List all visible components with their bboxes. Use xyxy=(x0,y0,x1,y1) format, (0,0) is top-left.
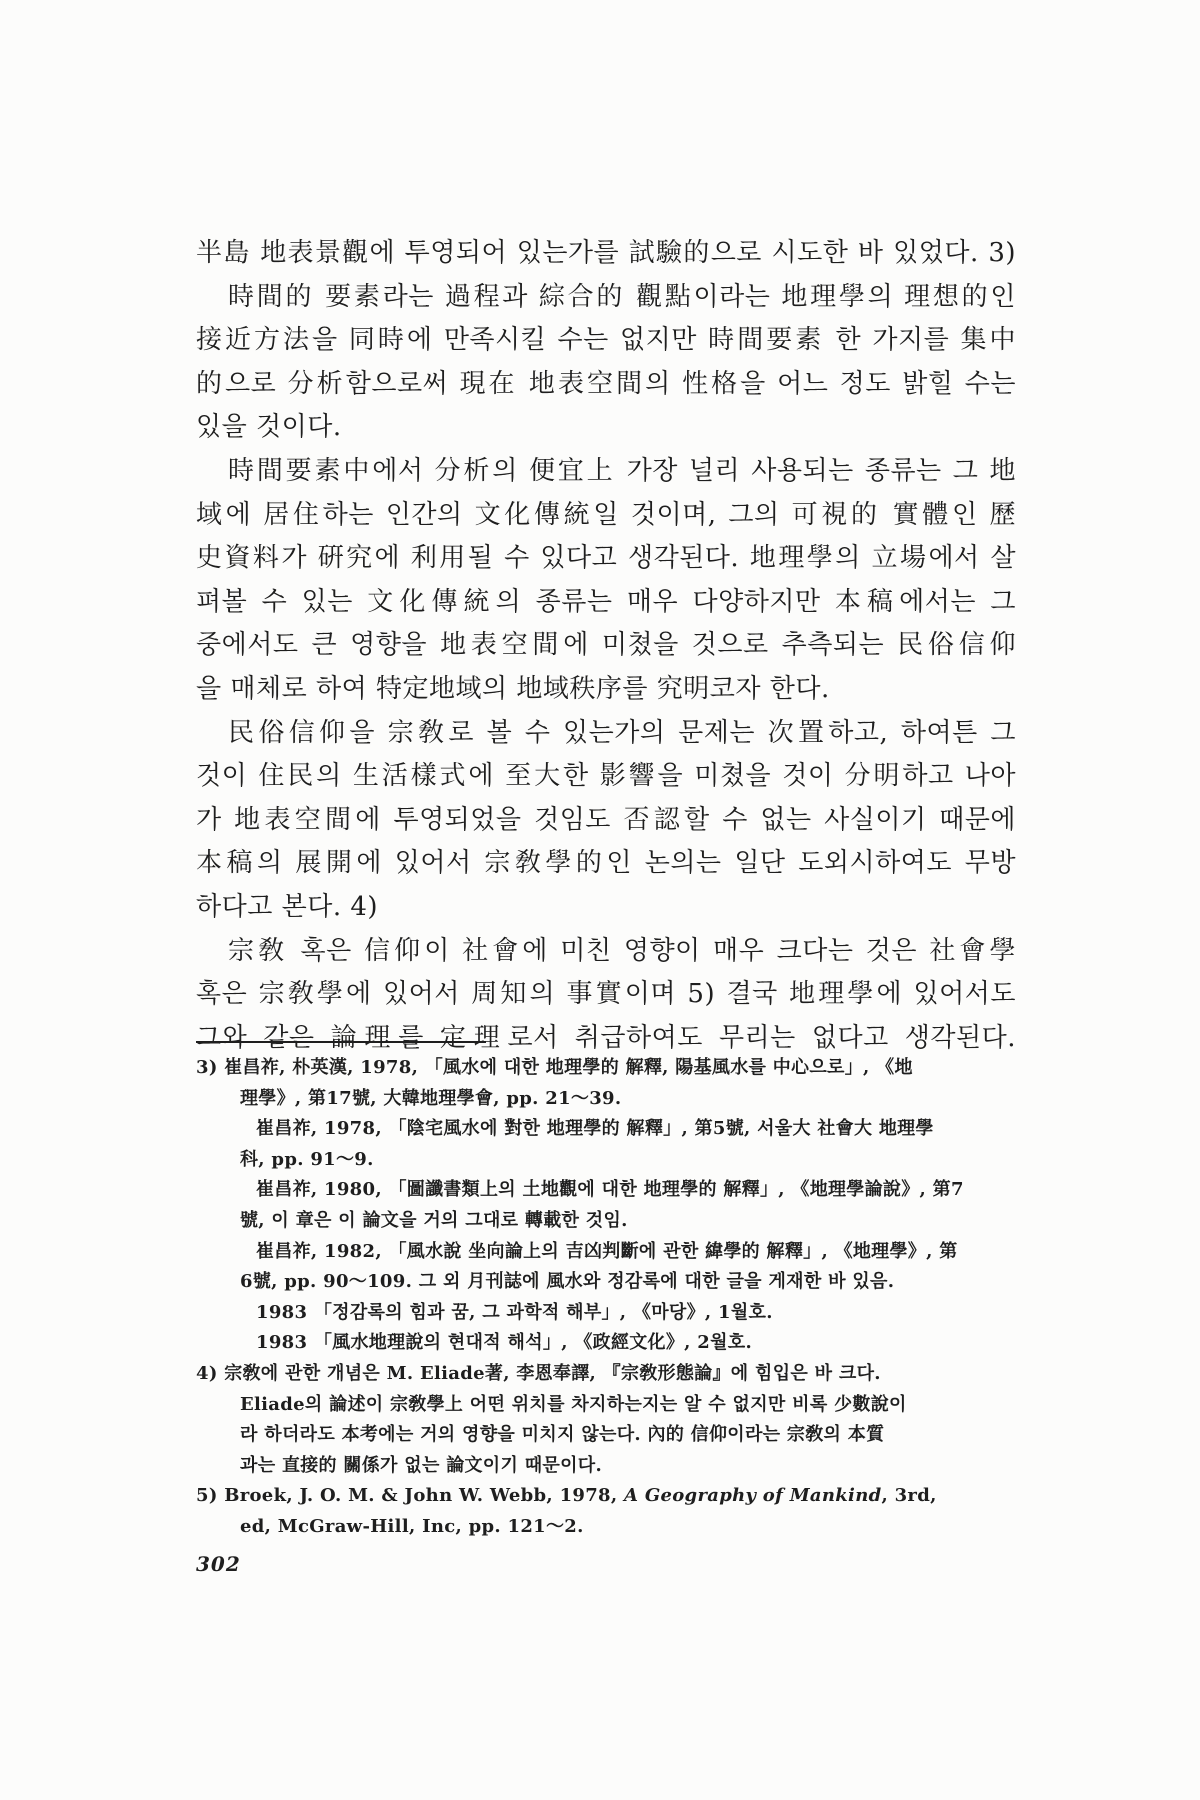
footnote-text: 5) Broek, J. O. M. & John W. Webb, 1978, xyxy=(196,1485,624,1507)
footnote-line xyxy=(196,1481,1016,1512)
body-line: 時間的 要素라는 過程과 綜合的 觀點이라는 地理學의 理想的인 xyxy=(228,281,1016,312)
body-line: 時間要素中에서 分析의 便宜上 가장 널리 사용되는 종류는 그 地 xyxy=(228,455,1016,486)
body-line: 半島 地表景觀에 투영되어 있는가를 試驗的으로 시도한 바 있었다. 3) xyxy=(196,238,1016,268)
footnote-line: 3) 崔昌祚, 朴英漢, 1978, 「風水에 대한 地理學的 解釋, 陽基風水를 中心으로」, 《地 xyxy=(196,1057,913,1078)
footnote-text: , 3rd, xyxy=(881,1485,937,1507)
footnote-line: 6號, pp. 90～109. 그 외 月刊誌에 風水와 정감록에 대한 글을 게재한 바 있음. xyxy=(240,1271,895,1293)
body-line: 혹은 宗敎學에 있어서 周知의 事實이며 5) 결국 地理學에 있어서도 xyxy=(196,979,1016,1010)
footnote-line: 라 하더라도 本考에는 거의 영향을 미치지 않는다. 內的 信仰이라는 宗敎의 本質 xyxy=(240,1424,885,1446)
body-line: 하다고 본다. 4) xyxy=(196,891,379,922)
body-text xyxy=(196,232,1016,1060)
body-line: 펴볼 수 있는 文化傳統의 종류는 매우 다양하지만 本稿에서는 그 xyxy=(196,586,1016,617)
body-line: 宗敎 혹은 信仰이 社會에 미친 영향이 매우 크다는 것은 社會學 xyxy=(228,935,1016,966)
body-line: 史資料가 硏究에 利用될 수 있다고 생각된다. 地理學의 立場에서 살 xyxy=(196,543,1016,574)
footnote-line: 理學》, 第17號, 大韓地理學會, pp. 21～39. xyxy=(240,1087,622,1109)
footnote-line: 號, 이 章은 이 論文을 거의 그대로 轉載한 것임. xyxy=(240,1209,628,1231)
footnote-line: Eliade의 論述이 宗敎學上 어떤 위치를 차지하는지는 알 수 없지만 비록 少數說이 xyxy=(240,1393,907,1415)
body-line: 的으로 分析함으로써 現在 地表空間의 性格을 어느 정도 밝힐 수는 xyxy=(196,368,1016,399)
footnote-line: 崔昌祚, 1982, 「風水說 坐向論上의 吉凶判斷에 관한 緯學的 解釋」, 《地理學》, 第 xyxy=(256,1240,958,1262)
body-line: 本稿의 展開에 있어서 宗敎學的인 논의는 일단 도외시하여도 무방 xyxy=(196,848,1016,879)
footnote-line: ed, McGraw-Hill, Inc, pp. 121～2. xyxy=(240,1515,584,1537)
body-line: 있을 것이다. xyxy=(196,412,342,443)
page-number: 302 xyxy=(196,1552,241,1576)
footnotes xyxy=(196,1053,1016,1543)
body-line: 것이 住民의 生活樣式에 至大한 影響을 미쳤을 것이 分明하고 나아 xyxy=(196,761,1016,792)
book-title: A Geography of Mankind xyxy=(624,1485,882,1507)
body-line: 民俗信仰을 宗敎로 볼 수 있는가의 문제는 次置하고, 하여튼 그 xyxy=(228,717,1016,748)
body-line: 域에 居住하는 인간의 文化傳統일 것이며, 그의 可視的 實體인 歷 xyxy=(196,499,1017,530)
footnote-line: 4) 宗敎에 관한 개념은 M. Eliade著, 李恩奉譯, 『宗敎形態論』에 힘입은 바 크다. xyxy=(196,1362,881,1384)
footnote-line: 1983 「정감록의 힘과 꿈, 그 과학적 해부」, 《마당》, 1월호. xyxy=(256,1301,773,1323)
body-line: 가 地表空間에 투영되었을 것임도 否認할 수 없는 사실이기 때문에 xyxy=(196,804,1016,835)
body-line: 그와 같은 論理를 定理로서 취급하여도 무리는 없다고 생각된다. xyxy=(196,1022,1016,1053)
footnote-divider xyxy=(196,1041,486,1043)
body-line: 을 매체로 하여 特定地域의 地域秩序를 究明코자 한다. xyxy=(196,673,830,704)
footnote-line: 崔昌祚, 1978, 「陰宅風水에 對한 地理學的 解釋」, 第5號, 서울大 社會大 地理學 xyxy=(256,1118,934,1140)
body-line: 중에서도 큰 영향을 地表空間에 미쳤을 것으로 추측되는 民俗信仰 xyxy=(196,630,1016,661)
footnote-line: 1983 「風水地理說의 현대적 해석」, 《政經文化》, 2월호. xyxy=(256,1332,753,1354)
body-line: 接近方法을 同時에 만족시킬 수는 없지만 時間要素 한 가지를 集中 xyxy=(196,325,1016,356)
footnote-line: 科, pp. 91～9. xyxy=(240,1148,374,1170)
footnote-line: 崔昌祚, 1980, 「圖讖書類上의 土地觀에 대한 地理學的 解釋」, 《地理學論說》, 第7 xyxy=(256,1179,964,1201)
footnote-line: 과는 直接的 關係가 없는 論文이기 때문이다. xyxy=(240,1454,603,1476)
